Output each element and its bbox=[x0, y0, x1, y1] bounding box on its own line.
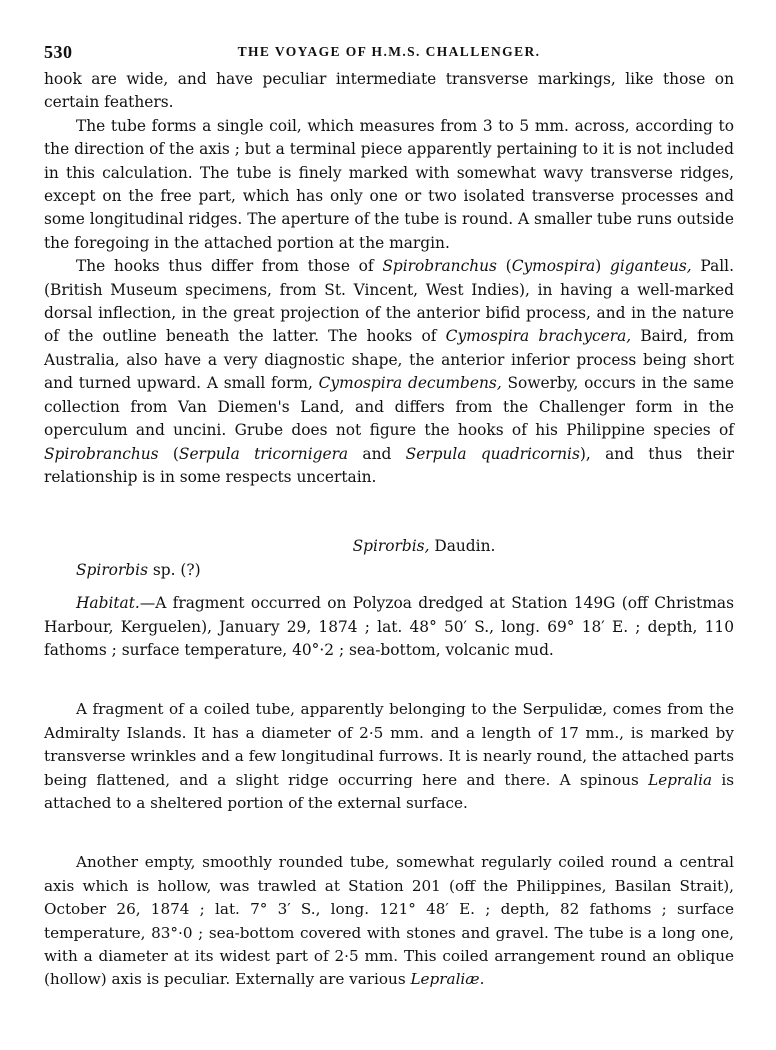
text-run: Pall. (British Museum specimens, from St. Vincent, West Indies), in having a well-marked dorsal inflection, in the great projection of the anterior bifid process, and in the nature of the outline beneath the latter. The hooks of bbox=[44, 257, 734, 346]
taxon-name: Cymospira brachycera, bbox=[445, 327, 632, 346]
text-run: is attached to a sheltered portion of the external surface. bbox=[44, 770, 734, 812]
text-run: The hooks thus differ from those of bbox=[76, 257, 383, 276]
page-header bbox=[44, 38, 734, 68]
paragraph-habitat bbox=[44, 592, 734, 662]
running-head: THE VOYAGE OF H.M.S. CHALLENGER. bbox=[237, 44, 541, 59]
text-run: Sowerby, occurs in the same collection from Van Diemen's Land, and differs from the Challenger form in the operculum and uncini. Grube does not figure the hooks of his Philippine species of bbox=[44, 374, 734, 440]
taxon-name: Cymospira bbox=[511, 257, 596, 276]
section-gap bbox=[44, 662, 734, 698]
text-run: ( bbox=[158, 444, 179, 463]
spacer bbox=[44, 582, 734, 592]
genus-author: Daudin. bbox=[429, 537, 496, 556]
text-run: ( bbox=[496, 257, 512, 276]
paragraph-station-201-tube bbox=[44, 851, 734, 991]
species-heading bbox=[44, 559, 734, 582]
text-run: ), and thus their relationship is in some respects uncertain. bbox=[44, 444, 734, 486]
text-run: A fragment of a coiled tube, apparently belonging to the Serpulidæ, comes from the Admiralty Islands. It has a diameter of 2·5 mm. and a length of 17 mm., is marked by transverse wrinkles and a few longitudinal furrows. It is nearly round, the attached parts being flattened, and a slight ridge occurring here and there. A spinous bbox=[44, 700, 734, 789]
section-gap bbox=[44, 815, 734, 851]
paragraph-hook-continuation: hook are wide, and have peculiar intermediate transverse markings, like those on certain feathers. bbox=[44, 70, 734, 112]
habitat-text: —A fragment occurred on Polyzoa dredged at Station 149G (off Christmas Harbour, Kerguelen), January 29, 1874 ; lat. 48° 50′ S., long. 69° 18′ E. ; depth, 110 fathoms ; surface temperature, 40°·2 ; sea-bottom, volcanic mud. bbox=[44, 594, 734, 659]
page bbox=[44, 38, 734, 992]
text-run: Another empty, smoothly rounded tube, somewhat regularly coiled round a central axis which is hollow, was trawled at Station 201 (off the Philippines, Basilan Strait), October 26, 1874 ; lat. 7° 3′ S., long. 121° 48′ E. ; depth, 82 fathoms ; surface temperature, 83°·0 ; sea-bottom covered with stones and gravel. The tube is a long one, with a diameter at its widest part of 2·5 mm. This coiled arrangement round an oblique (hollow) axis is peculiar. Externally are various bbox=[44, 853, 734, 989]
text-run: and bbox=[348, 444, 406, 463]
habitat-label: Habitat. bbox=[76, 594, 140, 613]
text-run: . bbox=[479, 970, 485, 989]
species-name: Spirorbis bbox=[76, 560, 148, 579]
species-qualifier: sp. (?) bbox=[147, 560, 201, 579]
paragraph-tube-description: The tube forms a single coil, which measures from 3 to 5 mm. across, according to the direction of the axis ; but a terminal piece apparently pertaining to it is not included in this calculation. The tube is finely marked with somewhat wavy transverse ridges, except on the free part, which has only one or two isolated transverse processes and some longitudinal ridges. The aperture of the tube is round. A smaller tube runs outside the foregoing in the attached portion at the margin. bbox=[44, 116, 734, 252]
paragraph-admiralty-fragment bbox=[44, 698, 734, 815]
paragraph-hook-comparison bbox=[44, 255, 734, 489]
taxon-name: Serpula tricornigera bbox=[178, 444, 349, 463]
taxon-name: Cymospira decumbens, bbox=[318, 374, 502, 393]
page-number: 530 bbox=[44, 42, 73, 62]
genus-heading bbox=[44, 535, 734, 558]
section-gap bbox=[44, 489, 734, 535]
taxon-name: Spirobranchus bbox=[44, 444, 159, 463]
taxon-name: Spirobranchus bbox=[382, 257, 497, 276]
text-run: ) bbox=[595, 257, 610, 276]
genus-name: Spirorbis, bbox=[352, 537, 430, 556]
taxon-name: Serpula quadricornis bbox=[405, 444, 580, 463]
text-run: Baird, from Australia, also have a very diagnostic shape, the anterior inferior process being short and turned upward. A small form, bbox=[44, 327, 734, 393]
taxon-name: Lepraliæ bbox=[410, 970, 480, 989]
taxon-name: giganteus, bbox=[609, 257, 692, 276]
taxon-name: Lepralia bbox=[648, 770, 713, 789]
